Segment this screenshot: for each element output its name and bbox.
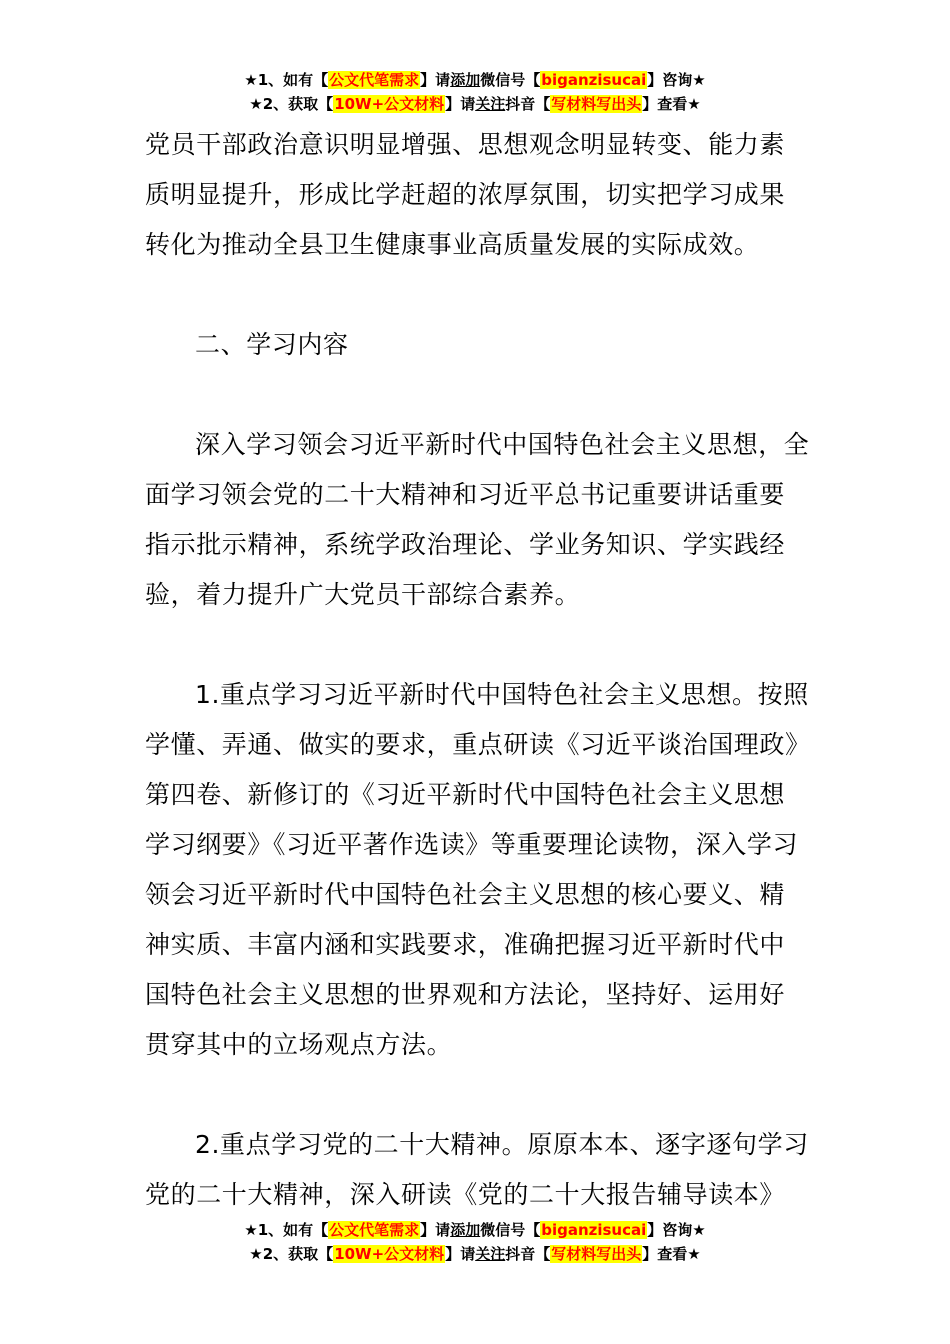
highlight-text: 写材料写出头 <box>551 95 642 113</box>
highlight-text: 10W+公文材料 <box>334 95 445 113</box>
spacer <box>145 1070 810 1120</box>
underlined-text: 添加 <box>450 71 481 89</box>
banner-text: ★1、如有【 <box>244 1221 329 1239</box>
banner-text: ★1、如有【 <box>244 71 329 89</box>
banner-text: 】查看★ <box>642 95 701 113</box>
banner-text: 】请 <box>420 1221 451 1239</box>
document-body <box>145 120 810 1220</box>
spacer <box>145 270 810 320</box>
banner-text: 】咨询★ <box>647 1221 706 1239</box>
banner-text: 】咨询★ <box>647 71 706 89</box>
banner-text: 微信号【 <box>480 1221 541 1239</box>
highlight-text: biganzisucai <box>541 71 647 89</box>
banner-text: 】请 <box>420 71 451 89</box>
underlined-text: 关注 <box>475 1245 506 1263</box>
highlight-text: 公文代笔需求 <box>329 1221 420 1239</box>
banner-text: 微信号【 <box>480 71 541 89</box>
paragraph: 深入学习领会习近平新时代中国特色社会主义思想，全面学习领会党的二十大精神和习近平总书记重要讲话重要指示批示精神，系统学政治理论、学业务知识、学实践经验，着力提升广大党员干部综合素养。 <box>145 430 810 609</box>
footer-banner <box>0 1218 950 1266</box>
banner-line-1 <box>0 1218 950 1242</box>
banner-line-2 <box>0 1242 950 1266</box>
banner-text: 抖音【 <box>505 95 551 113</box>
paragraph: 2.重点学习党的二十大精神。原原本本、逐字逐句学习党的二十大精神，深入研读《党的二十大报告辅导读本》 <box>145 1130 809 1209</box>
header-banner <box>0 68 950 116</box>
banner-line-2 <box>0 92 950 116</box>
banner-line-1 <box>0 68 950 92</box>
highlight-text: biganzisucai <box>541 1221 647 1239</box>
section-heading: 二、学习内容 <box>195 330 349 359</box>
underlined-text: 关注 <box>475 95 506 113</box>
highlight-text: 10W+公文材料 <box>334 1245 445 1263</box>
paragraph: 党员干部政治意识明显增强、思想观念明显转变、能力素质明显提升，形成比学赶超的浓厚氛围，切实把学习成果转化为推动全县卫生健康事业高质量发展的实际成效。 <box>145 130 786 259</box>
highlight-text: 公文代笔需求 <box>329 71 420 89</box>
spacer <box>145 620 810 670</box>
banner-text: ★2、获取【 <box>249 95 334 113</box>
banner-text: ★2、获取【 <box>249 1245 334 1263</box>
paragraph: 1.重点学习习近平新时代中国特色社会主义思想。按照学懂、弄通、做实的要求，重点研读《习近平谈治国理政》第四卷、新修订的《习近平新时代中国特色社会主义思想学习纲要》《习近平著作选读》等重要理论读物，深入学习领会习近平新时代中国特色社会主义思想的核心要义、精神实质、丰富内涵和实践要求，准确把握习近平新时代中国特色社会主义思想的世界观和方法论，坚持好、运用好贯穿其中的立场观点方法。 <box>145 680 809 1059</box>
underlined-text: 添加 <box>450 1221 481 1239</box>
spacer <box>145 370 810 420</box>
highlight-text: 写材料写出头 <box>551 1245 642 1263</box>
banner-text: 】请 <box>445 1245 476 1263</box>
banner-text: 】请 <box>445 95 476 113</box>
banner-text: 】查看★ <box>642 1245 701 1263</box>
banner-text: 抖音【 <box>505 1245 551 1263</box>
